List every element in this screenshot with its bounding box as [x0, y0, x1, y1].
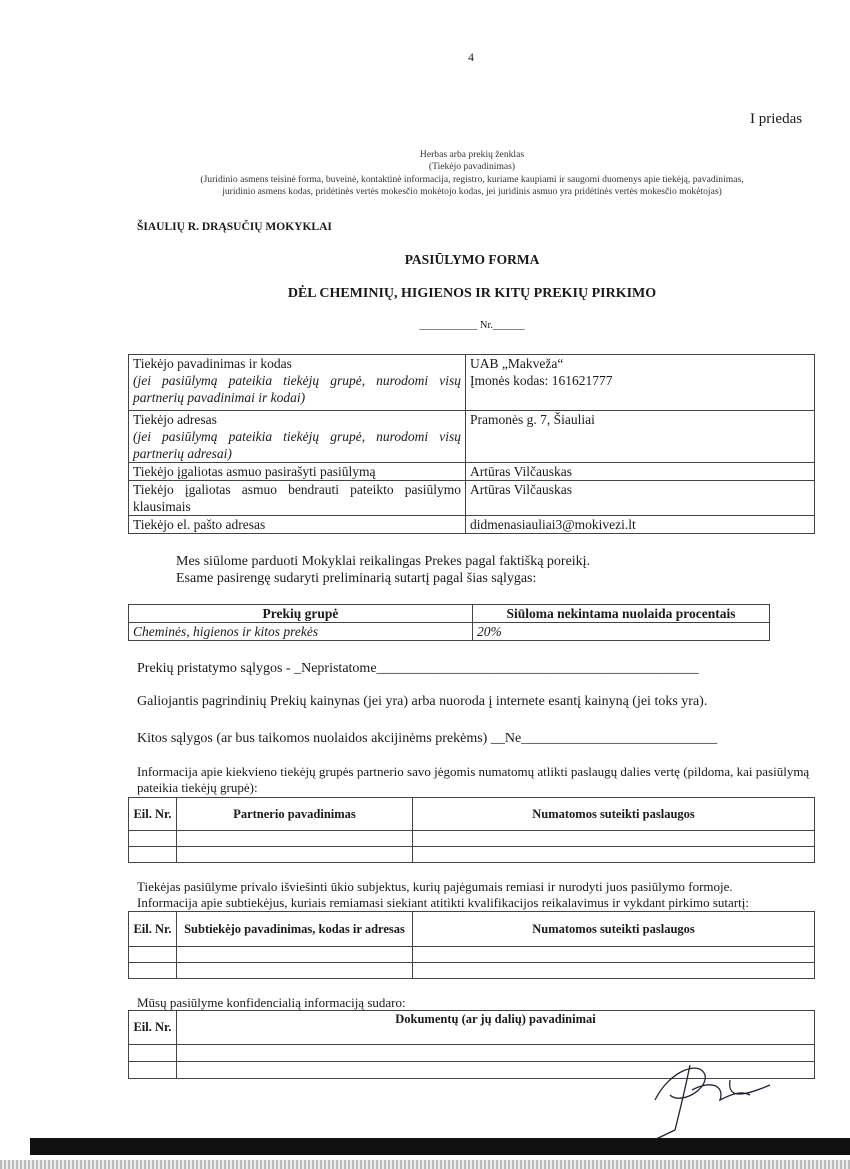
partners-text: Informacija apie kiekvieno tiekėjų grupės partnerio savo jėgomis numatomų atlikti paslaugų dalies vertę (pildoma, kai pasiūlymą pateikia tiekėjų grupė):: [137, 764, 810, 795]
header-line: juridinio asmens kodas, pridėtinės vertės mokesčio mokėtojo kodas, jei juridinis asmuo yra pridėtinės vertės mokesčio mokėtojas): [222, 186, 722, 197]
header-line: (Tiekėjo pavadinimas): [428, 161, 516, 172]
page-number: 4: [468, 50, 474, 64]
cell: Cheminės, higienos ir kitos prekės: [129, 623, 473, 641]
intro-line: Esame pasirengę sudaryti preliminarią sutartį pagal šias sąlygas:: [176, 571, 537, 586]
page-title: PASIŪLYMO FORMA: [404, 252, 540, 267]
header-line: Herbas arba prekių ženklas: [419, 149, 525, 160]
header-cell: Numatomos suteikti paslaugos: [413, 798, 815, 831]
discount-table: [128, 604, 770, 641]
signature: [630, 1050, 790, 1145]
subcontractors-text: Tiekėjas pasiūlyme privalo išviešinti ūkio subjektus, kurių pajėgumais remiasi ir nurodyti juos pasiūlymo formoje.: [137, 879, 733, 894]
subcontractors-text: Informacija apie subtiekėjus, kuriais remiamasi siekiant atitikti kvalifikacijos reikalavimus ir vykdant pirkimo sutartį:: [137, 895, 749, 910]
cell: 20%: [473, 623, 770, 641]
blank: ______________________________________________: [376, 661, 699, 676]
blank: ____________________________: [521, 731, 718, 746]
value: __Ne: [490, 731, 522, 746]
recipient: ŠIAULIŲ R. DRĄSUČIŲ MOKYKLAI: [137, 221, 332, 233]
value: Įmonės kodas: 161621777: [470, 373, 613, 388]
label: Tiekėjo įgaliotas asmuo pasirašyti pasiūlymą: [129, 463, 466, 481]
delivery-line: [137, 661, 699, 677]
subcontractors-table: [128, 911, 815, 979]
intro-line: Mes siūlome parduoti Mokyklai reikalingas Prekes pagal faktišką poreikį.: [176, 554, 591, 569]
value: Pramonės g. 7, Šiauliai: [466, 411, 815, 463]
value: Artūras Vilčauskas: [466, 481, 815, 516]
note: (jei pasiūlymą pateikia tiekėjų grupė, nurodomi visų partnerių pavadinimai ir kodai): [133, 373, 461, 405]
label: Tiekėjo įgaliotas asmuo bendrauti pateikto pasiūlymo klausimais: [129, 481, 466, 516]
scan-noise: [0, 1160, 850, 1169]
header-cell: Prekių grupė: [129, 605, 473, 623]
header-cell: Eil. Nr.: [129, 1011, 177, 1045]
label: Tiekėjo adresas: [133, 412, 217, 427]
header-cell: Numatomos suteikti paslaugos: [413, 912, 815, 947]
header-cell: Partnerio pavadinimas: [177, 798, 413, 831]
label: Tiekėjo el. pašto adresas: [129, 516, 466, 534]
label: Tiekėjo pavadinimas ir kodas: [133, 356, 292, 371]
confidential-text: Mūsų pasiūlyme konfidencialią informaciją sudaro:: [137, 995, 406, 1010]
header-cell: Eil. Nr.: [129, 798, 177, 831]
value: Artūras Vilčauskas: [466, 463, 815, 481]
partners-table: [128, 797, 815, 863]
number-line: ___________ Nr.______: [419, 320, 525, 331]
value: didmenasiauliai3@mokivezi.lt: [466, 516, 815, 534]
header-cell: Eil. Nr.: [129, 912, 177, 947]
header-cell: Subtiekėjo pavadinimas, kodas ir adresas: [177, 912, 413, 947]
page-subtitle: DĖL CHEMINIŲ, HIGIENOS IR KITŲ PREKIŲ PIRKIMO: [287, 286, 657, 301]
supplier-table: [128, 354, 815, 534]
pricelist-line: Galiojantis pagrindinių Prekių kainynas (jei yra) arba nuoroda į internete esantį kainyną (jei toks yra).: [137, 694, 708, 709]
value: _Nepristatome: [294, 661, 377, 676]
header-cell: Dokumentų (ar jų dalių) pavadinimai: [177, 1011, 815, 1045]
header-line: (Juridinio asmens teisinė forma, buveinė, kontaktinė informacija, registro, kuriame kaupiami ir saugomi duomenys apie tiekėją, pavadinimas,: [200, 174, 744, 185]
value: UAB „Makveža“: [470, 356, 564, 371]
header-cell: Siūloma nekintama nuolaida procentais: [473, 605, 770, 623]
label: Kitos sąlygos (ar bus taikomos nuolaidos akcijinėms prekėms): [137, 731, 491, 746]
label: Prekių pristatymo sąlygos -: [137, 661, 295, 676]
scan-edge: [30, 1138, 850, 1155]
note: (jei pasiūlymą pateikia tiekėjų grupė, nurodomi visų partnerių adresai): [133, 429, 461, 461]
other-line: [137, 731, 717, 747]
annex-label: I priedas: [750, 111, 803, 127]
